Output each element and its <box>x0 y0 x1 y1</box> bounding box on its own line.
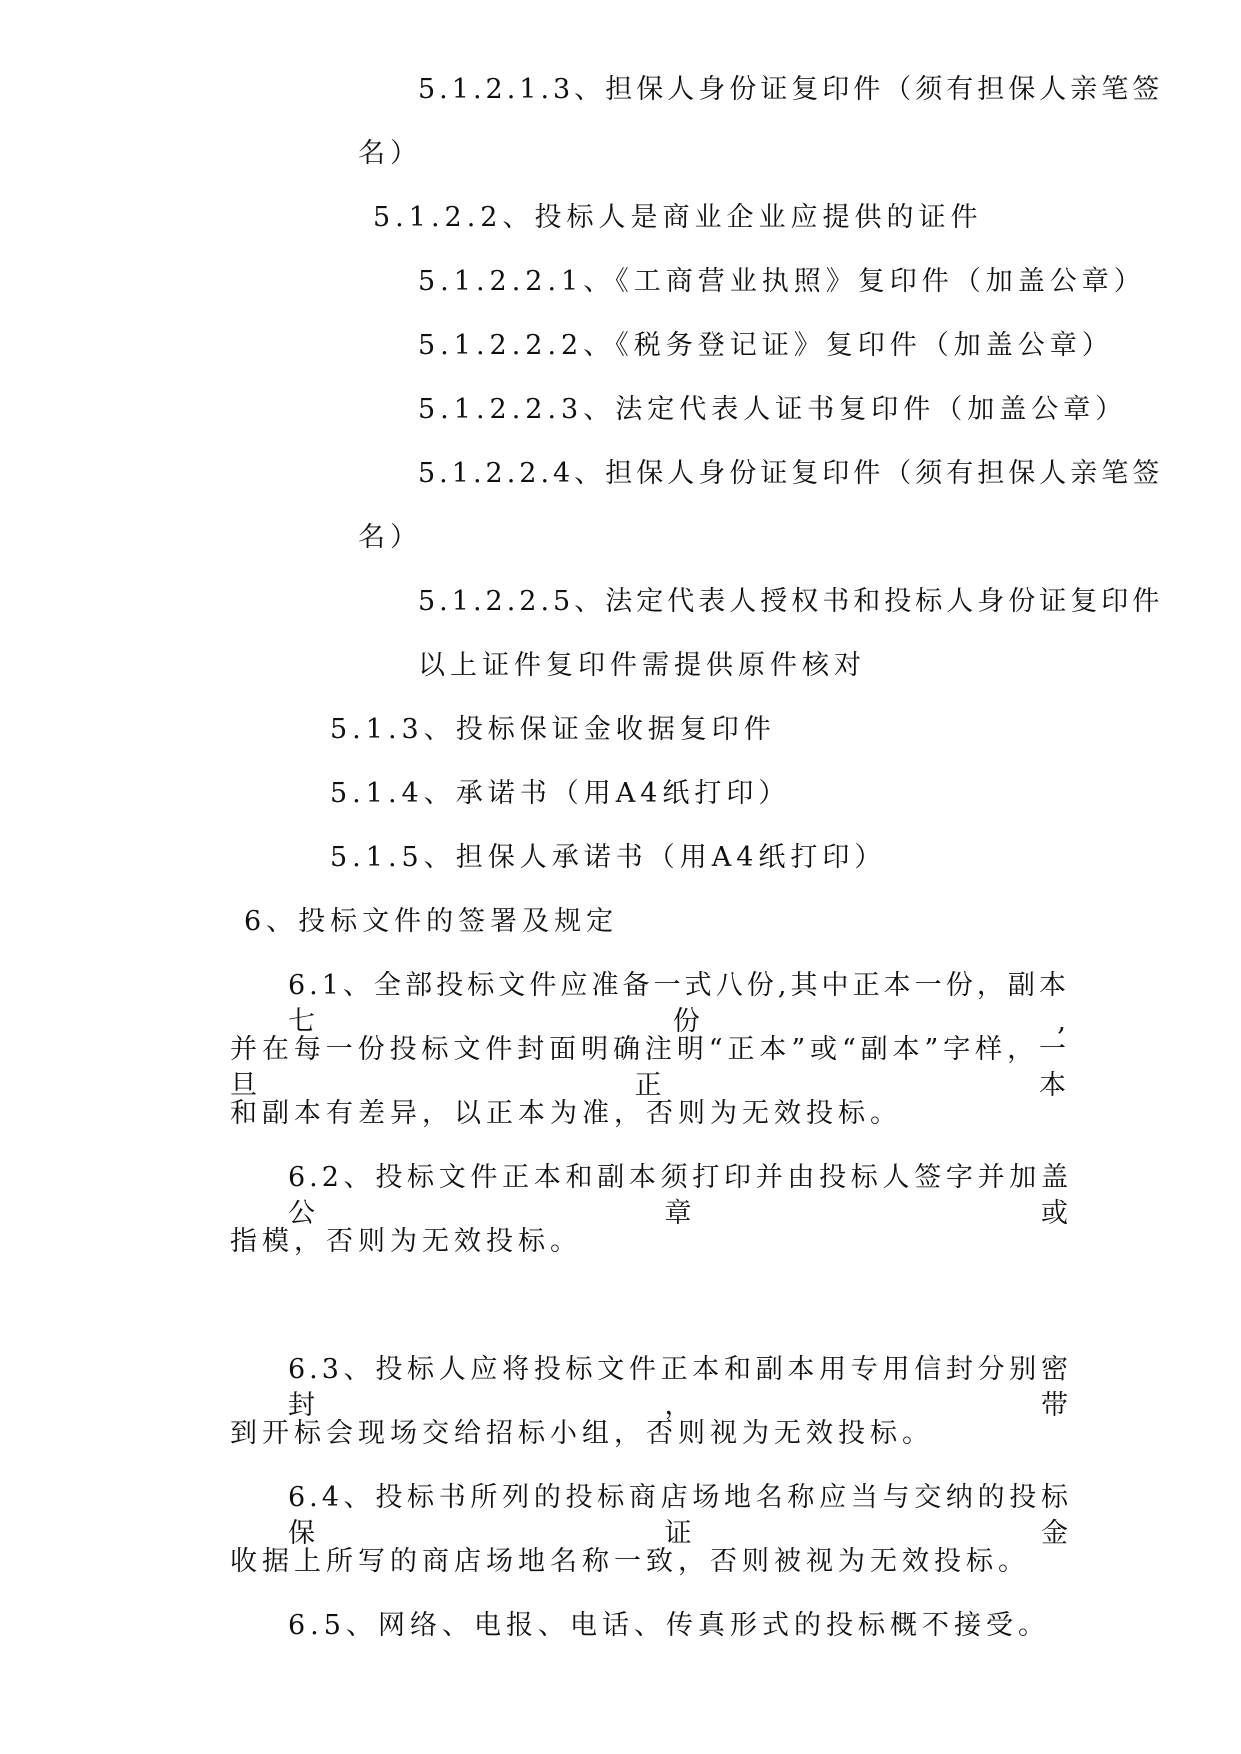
clause-6-2-line-2: 指模，否则为无效投标。 <box>230 1226 582 1257</box>
clause-6-3: 6.3、投标人应将投标文件正本和副本用专用信封分别密封，带 <box>288 1354 1072 1421</box>
clause-6-4-line-2: 收据上所写的商店场地名称一致，否则被视为无效投标。 <box>230 1546 1030 1577</box>
clause-6-3-line-2: 到开标会现场交给招标小组，否则视为无效投标。 <box>230 1418 934 1449</box>
clause-5-1-2-2-2: 5.1.2.2.2、《税务登记证》复印件（加盖公章） <box>418 330 1114 361</box>
clause-5-1-2-2-1: 5.1.2.2.1、《工商营业执照》复印件（加盖公章） <box>418 266 1146 297</box>
clause-5-1-2-1-3: 5.1.2.1.3、担保人身份证复印件（须有担保人亲笔签 <box>418 74 1164 105</box>
clause-5-1-2-2-heading: 5.1.2.2、投标人是商业企业应提供的证件 <box>373 202 983 233</box>
clause-6-5: 6.5、网络、电报、电话、传真形式的投标概不接受。 <box>288 1610 1050 1641</box>
clause-5-1-2-1-3-continued: 名） <box>358 138 422 169</box>
clause-5-1-3: 5.1.3、投标保证金收据复印件 <box>330 714 776 745</box>
verification-note: 以上证件复印件需提供原件核对 <box>418 650 866 681</box>
section-6-heading: 6、投标文件的签署及规定 <box>244 906 619 937</box>
clause-5-1-2-2-3: 5.1.2.2.3、法定代表人证书复印件（加盖公章） <box>418 394 1128 425</box>
clause-5-1-2-2-4-continued: 名） <box>358 522 422 553</box>
clause-6-2: 6.2、投标文件正本和副本须打印并由投标人签字并加盖公章或 <box>288 1162 1072 1229</box>
clause-5-1-2-2-4: 5.1.2.2.4、担保人身份证复印件（须有担保人亲笔签 <box>418 458 1164 489</box>
clause-6-1: 6.1、全部投标文件应准备一式八份,其中正本一份，副本七份, <box>288 970 1070 1037</box>
clause-6-1-line-3: 和副本有差异，以正本为准，否则为无效投标。 <box>230 1098 902 1129</box>
clause-5-1-2-2-5: 5.1.2.2.5、法定代表人授权书和投标人身份证复印件 <box>418 586 1164 617</box>
clause-5-1-5: 5.1.5、担保人承诺书（用A4纸打印） <box>330 842 887 873</box>
clause-6-4: 6.4、投标书所列的投标商店场地名称应当与交纳的投标保证金 <box>288 1482 1072 1549</box>
clause-6-1-line-2: 并在每一份投标文件封面明确注明“正本”或“副本”字样，一旦正本 <box>230 1034 1070 1101</box>
clause-5-1-4: 5.1.4、承诺书（用A4纸打印） <box>330 778 791 809</box>
